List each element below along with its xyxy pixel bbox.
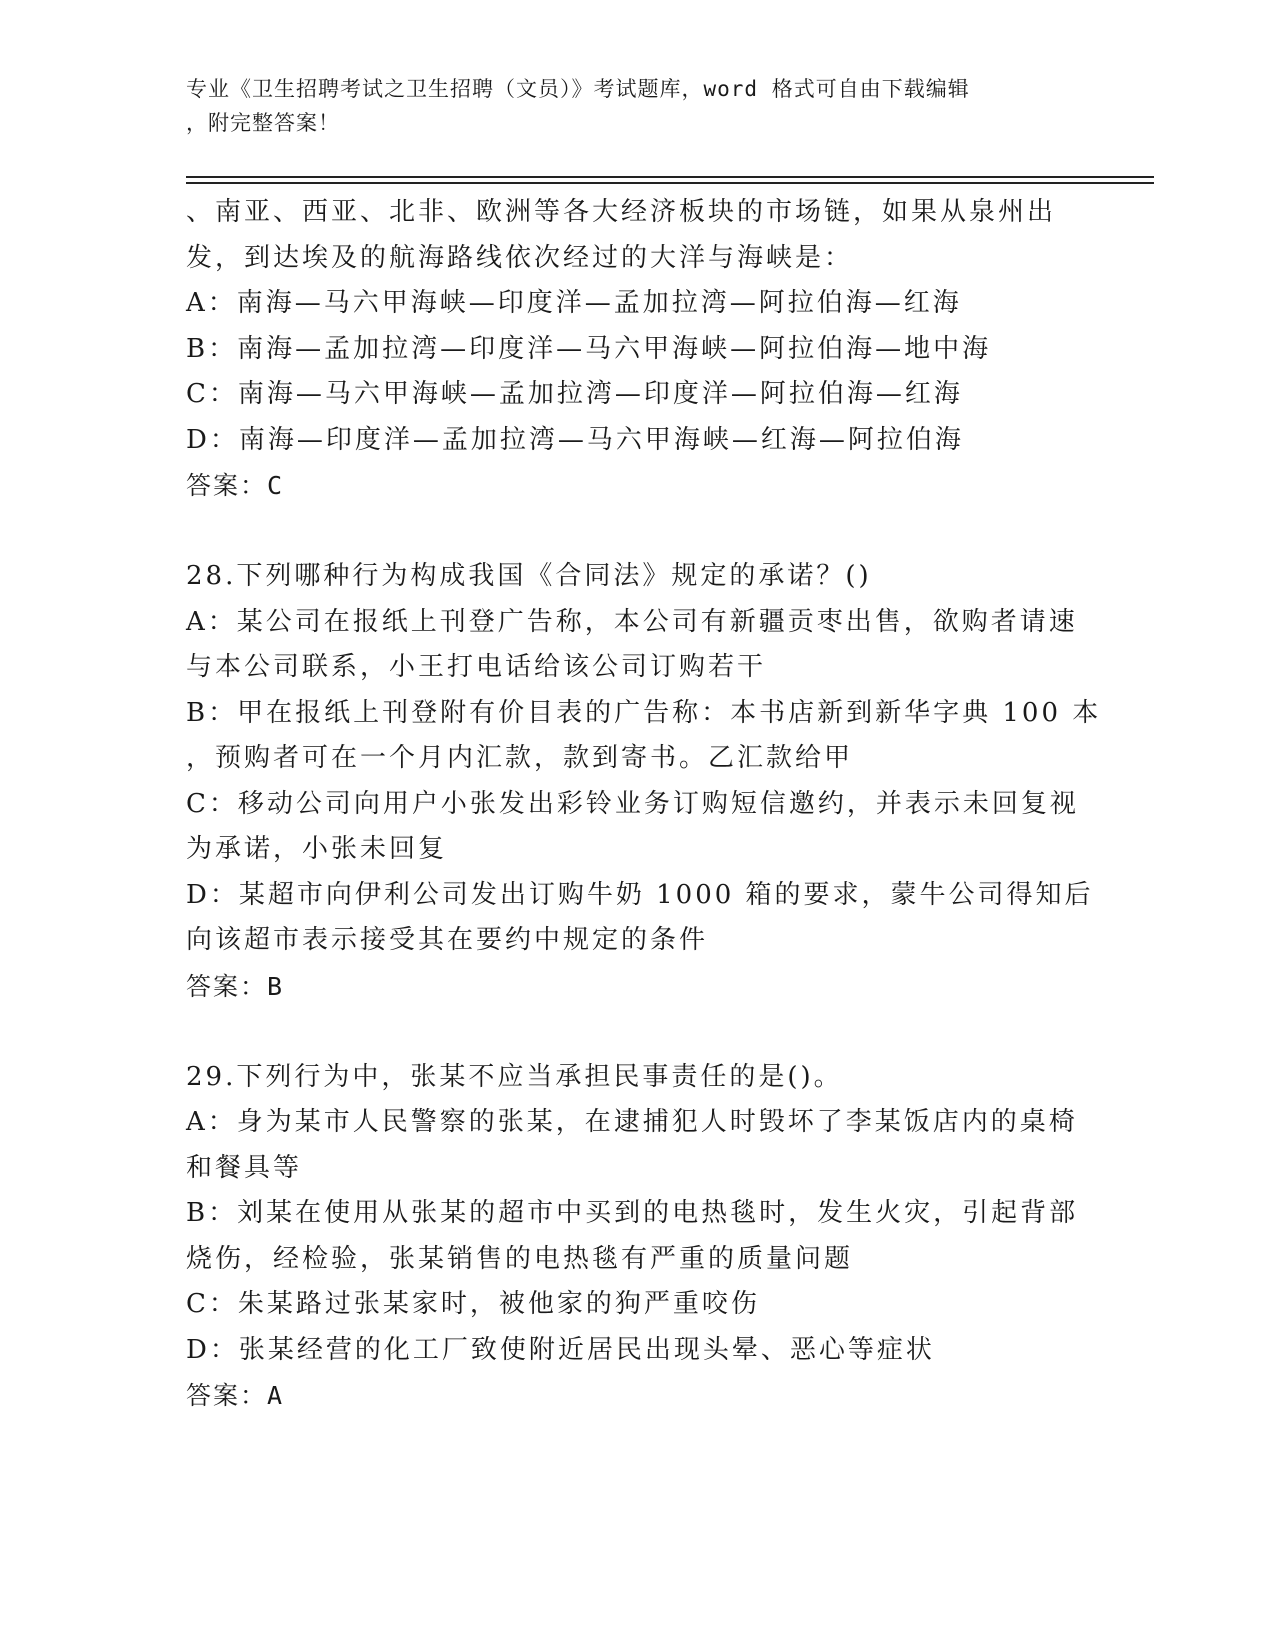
question-stem: 发，到达埃及的航海路线依次经过的大洋与海峡是： [186, 242, 854, 273]
option-c-continued: 为承诺，小张未回复 [186, 834, 448, 864]
option-b: B：刘某在使用从张某的超市中买到的电热毯时，发生火灾，引起背部 [186, 1198, 1079, 1228]
question-stem: 28.下列哪种行为构成我国《合同法》规定的承诺？() [186, 561, 872, 591]
option-a: A：南海—马六甲海峡—印度洋—孟加拉湾—阿拉伯海—红海 [186, 288, 962, 318]
header-divider-bottom [186, 182, 1154, 184]
question-29 [186, 1055, 1086, 1419]
option-d-continued: 向该超市表示接受其在要约中规定的条件 [186, 925, 709, 955]
question-27 [186, 190, 1086, 509]
answer: 答案：A [186, 1381, 285, 1410]
option-c: C：南海—马六甲海峡—孟加拉湾—印度洋—阿拉伯海—红海 [186, 379, 963, 409]
header-title-line2: ，附完整答案！ [186, 111, 340, 135]
option-b-continued: 烧伤，经检验，张某销售的电热毯有严重的质量问题 [186, 1243, 854, 1274]
option-d: D：某超市向伊利公司发出订购牛奶 1000 箱的要求，蒙牛公司得知后 [186, 879, 1094, 910]
option-d: D：张某经营的化工厂致使附近居民出现头晕、恶心等症状 [186, 1334, 935, 1365]
option-c: C：移动公司向用户小张发出彩铃业务订购短信邀约，并表示未回复视 [186, 788, 1079, 819]
answer: 答案：C [186, 471, 285, 500]
option-b: B：南海—孟加拉湾—印度洋—马六甲海峡—阿拉伯海—地中海 [186, 333, 992, 364]
option-d: D：南海—印度洋—孟加拉湾—马六甲海峡—红海—阿拉伯海 [186, 424, 964, 455]
spacer [186, 1009, 1086, 1055]
answer: 答案：B [186, 971, 285, 1001]
option-a-continued: 与本公司联系，小王打电话给该公司订购若干 [186, 652, 767, 682]
option-a: A：某公司在报纸上刊登广告称，本公司有新疆贡枣出售，欲购者请速 [186, 606, 1078, 637]
option-b-continued: ，预购者可在一个月内汇款，款到寄书。乙汇款给甲 [186, 743, 854, 773]
question-28 [186, 554, 1102, 1009]
page-header [186, 72, 1066, 140]
option-b: B：甲在报纸上刊登附有价目表的广告称：本书店新到新华字典 100 本 [186, 697, 1102, 728]
option-a-continued: 和餐具等 [186, 1152, 303, 1183]
option-c: C：朱某路过张某家时，被他家的狗严重咬伤 [186, 1289, 760, 1319]
spacer [186, 509, 1086, 555]
question-stem: 29.下列行为中，张某不应当承担民事责任的是()。 [186, 1061, 843, 1092]
header-title-line1: 专业《卫生招聘考试之卫生招聘（文员）》考试题库，word 格式可自由下载编辑 [186, 77, 970, 101]
question-stem: 、南亚、西亚、北非、欧洲等各大经济板块的市场链，如果从泉州出 [186, 197, 1057, 227]
header-divider-top [186, 176, 1154, 178]
question-content [186, 190, 1102, 1419]
option-a: A：身为某市人民警察的张某，在逮捕犯人时毁坏了李某饭店内的桌椅 [186, 1107, 1078, 1137]
